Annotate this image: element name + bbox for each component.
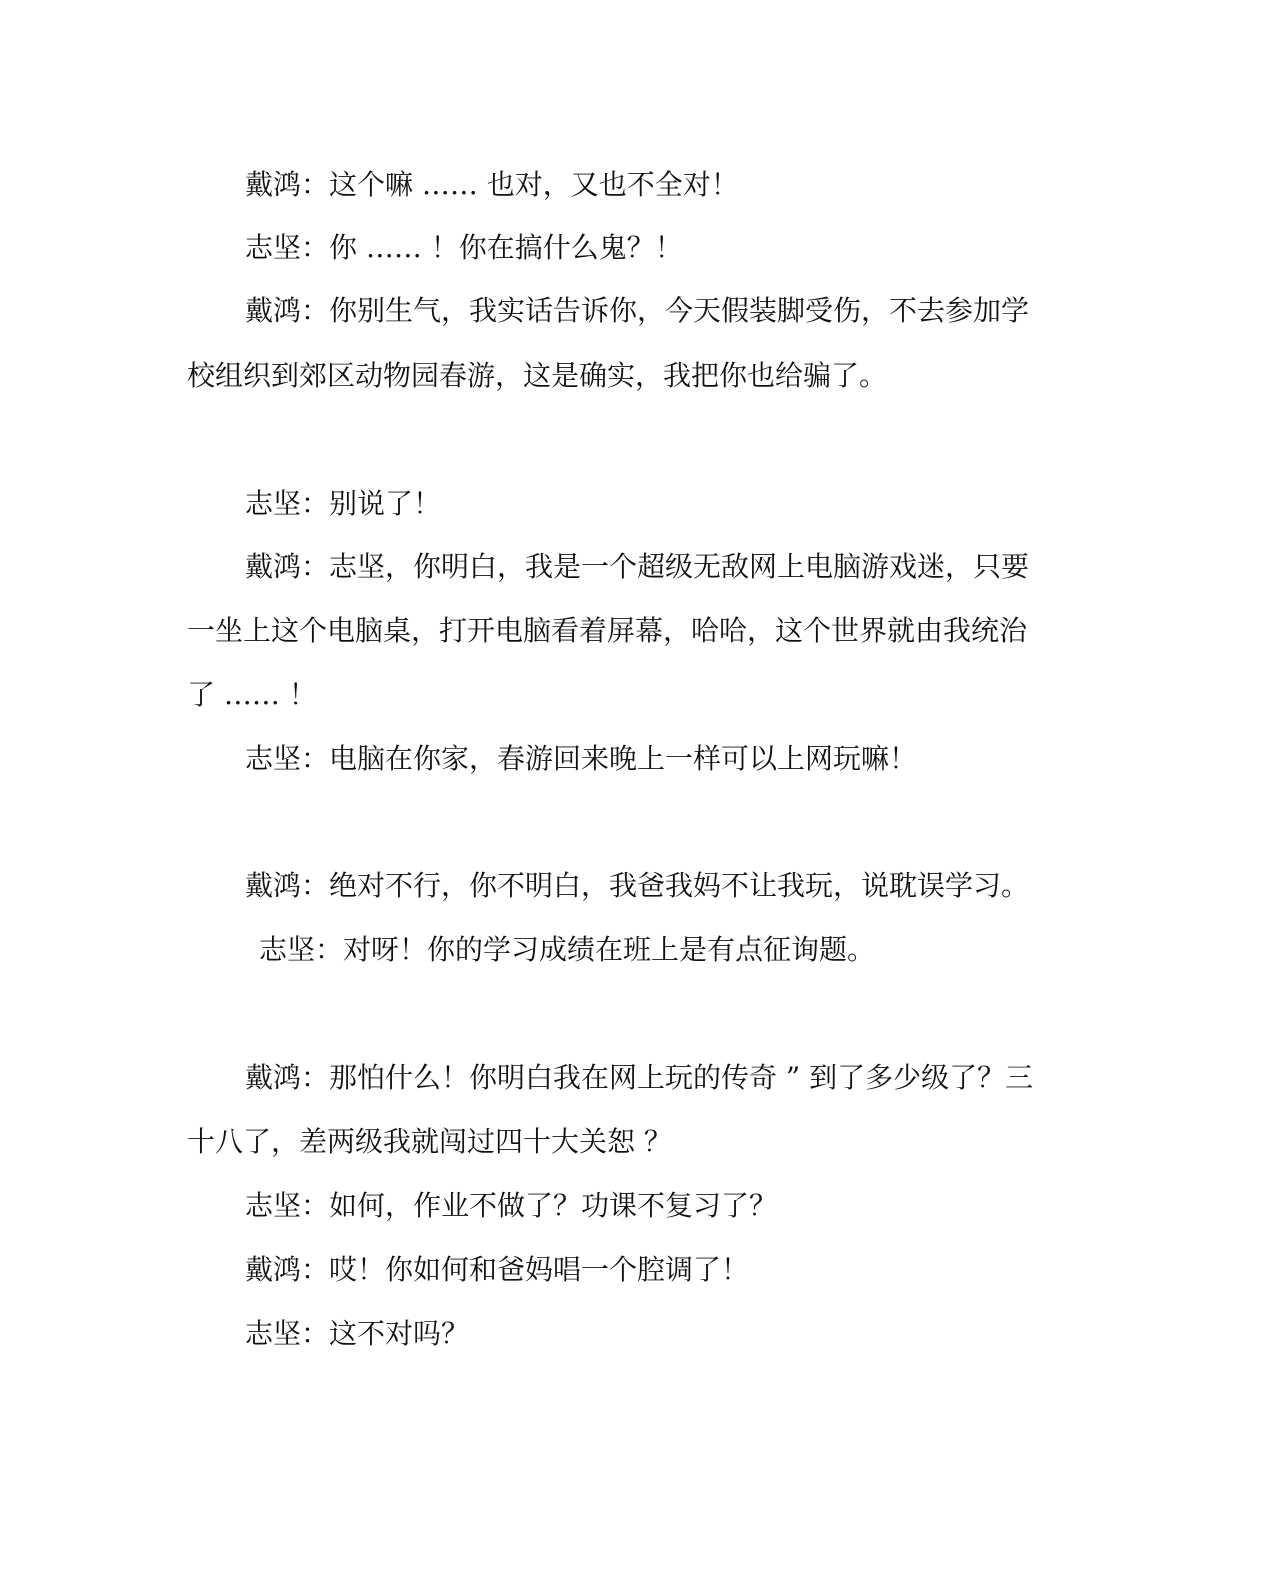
text-line-3: 戴鸿：你别生气，我实话告诉你，今天假装脚受伤，不去参加学 [245,294,1030,327]
text-line-2: 志坚：你 …… ！你在搞什么鬼？！ [245,231,683,264]
text-line-16: 志坚：这不对吗？ [245,1317,470,1350]
text-line-13: 十八了，差两级我就闯过四十大关恕 ？ [187,1125,672,1158]
text-line-1: 戴鸿：这个嘛 …… 也对，又也不全对！ [245,168,739,201]
text-line-12: 戴鸿：那怕什么！你明白我在网上玩的传奇 ” 到了多少级了？三 [245,1061,1034,1094]
text-line-14: 志坚：如何，作业不做了？功课不复习了？ [245,1189,778,1222]
text-line-5: 志坚：别说了！ [245,487,442,520]
text-line-15: 戴鸿：哎！你如何和爸妈唱一个腔调了！ [245,1253,750,1286]
text-line-8: 了 …… ！ [187,678,317,711]
text-line-4: 校组织到郊区动物园春游，这是确实，我把你也给骗了。 [187,359,888,392]
text-line-10: 戴鸿：绝对不行，你不明白，我爸我妈不让我玩，说耽误学习。 [245,869,1030,902]
text-line-6: 戴鸿：志坚，你明白，我是一个超级无敌网上电脑游戏迷，只要 [245,550,1030,583]
text-line-9: 志坚：电脑在你家，春游回来晚上一样可以上网玩嘛！ [245,742,918,775]
text-line-7: 一坐上这个电脑桌，打开电脑看着屏幕，哈哈，这个世界就由我统治 [187,614,1028,647]
text-line-11: 志坚：对呀！你的学习成绩在班上是有点征询题。 [259,933,876,966]
